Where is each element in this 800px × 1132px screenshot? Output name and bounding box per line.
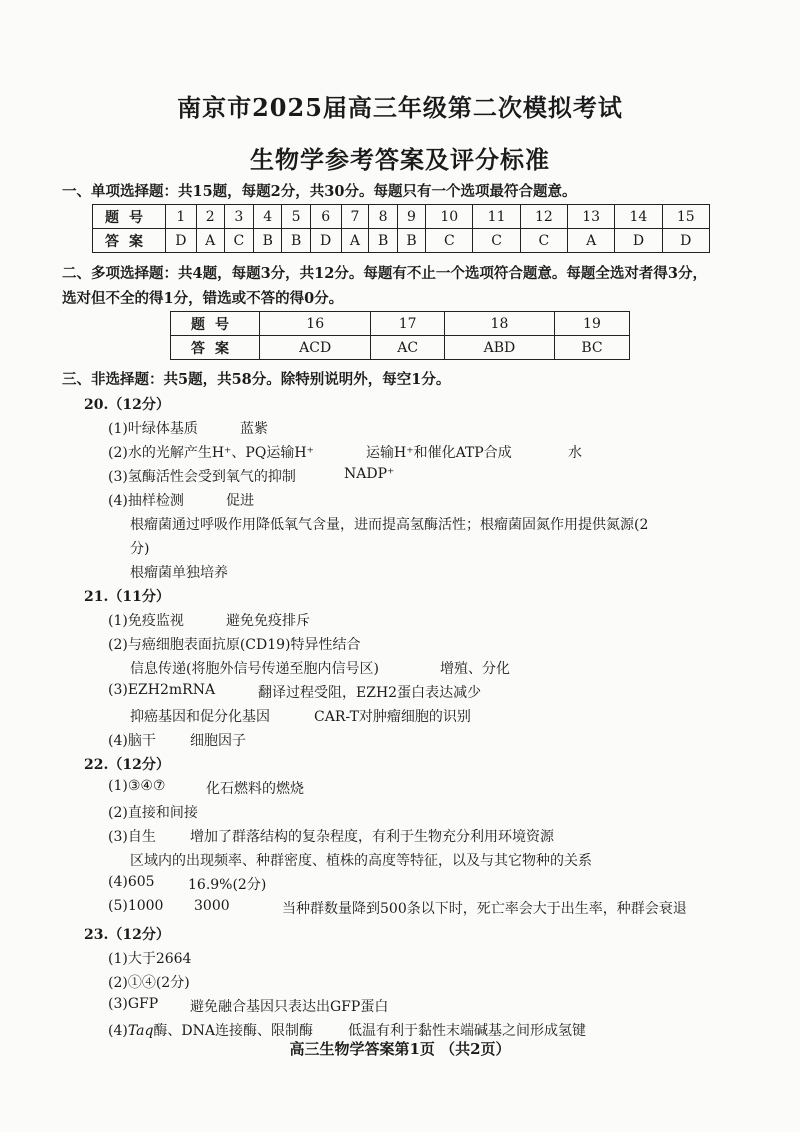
q20-answer-7: 根瘤菌单独培养 — [130, 565, 228, 581]
question-number-cell: 12 — [520, 205, 567, 229]
question-number-cell: 16 — [260, 312, 371, 336]
q22-answer-1a: (1)③④⑦ — [108, 778, 166, 794]
q21-answer-4a: (3)EZH2mRNA — [108, 682, 216, 698]
q20-answer-1a: (1)叶绿体基质 — [108, 421, 198, 437]
question-number-cell: 5 — [282, 205, 310, 229]
question-number-cell: 18 — [444, 312, 554, 336]
answer-cell: C — [520, 229, 567, 253]
q22-answer-6b: 3000 — [194, 898, 230, 914]
q23-answer-4b: 低温有利于黏性末端碱基之间形成氢键 — [348, 1023, 586, 1039]
answer-cell: B — [282, 229, 310, 253]
q20-answer-3b: NADP⁺ — [344, 466, 395, 482]
question-number-cell: 17 — [371, 312, 445, 336]
q23-answer-4a-rest: 酶、DNA连接酶、限制酶 — [153, 1023, 313, 1039]
q23-answer-4a-prefix: (4) — [108, 1023, 128, 1039]
q22-answer-3a: (3)自生 — [108, 829, 156, 845]
answer-cell: B — [369, 229, 397, 253]
q23-answer-1: (1)大于2664 — [108, 951, 192, 967]
q20-answer-4a: (4)抽样检测 — [108, 493, 184, 509]
section2-heading-line2: 选对但不全的得1分，错选或不答的得0分。 — [62, 290, 344, 307]
section1-heading: 一、单项选择题：共15题，每题2分，共30分。每题只有一个选项最符合题意。 — [62, 183, 577, 200]
row-label-question: 题号 — [171, 312, 260, 336]
answer-cell: ACD — [260, 336, 371, 360]
q20-answer-2a: (2)水的光解产生H⁺、PQ运输H⁺ — [108, 445, 314, 461]
q21-answer-5b: CAR-T对肿瘤细胞的识别 — [314, 709, 471, 725]
question-number-cell: 1 — [166, 205, 197, 229]
row-label-question: 题号 — [93, 205, 166, 229]
q23-answer-3a: (3)GFP — [108, 996, 159, 1012]
answer-cell: D — [310, 229, 341, 253]
q21-header: 21.（11分） — [84, 589, 170, 605]
answer-cell: D — [615, 229, 662, 253]
question-number-cell: 13 — [568, 205, 615, 229]
question-number-cell: 15 — [662, 205, 709, 229]
q20-answer-2c: 水 — [568, 445, 582, 461]
q21-answer-6a: (4)脑干 — [108, 733, 156, 749]
q22-answer-1b: 化石燃料的燃烧 — [206, 781, 304, 797]
answer-cell: C — [224, 229, 253, 253]
answer-cell: B — [397, 229, 425, 253]
answer-cell: A — [196, 229, 224, 253]
exam-title: 南京市2025届高三年级第二次模拟考试 — [177, 93, 623, 122]
question-number-cell: 10 — [426, 205, 473, 229]
q20-answer-4b: 促进 — [226, 493, 254, 509]
question-number-cell: 11 — [473, 205, 520, 229]
answer-cell: B — [254, 229, 282, 253]
q20-answer-2b: 运输H⁺和催化ATP合成 — [366, 445, 512, 461]
answer-cell: BC — [554, 336, 629, 360]
q21-answer-1b: 避免免疫排斥 — [226, 613, 310, 629]
q22-answer-4: 区域内的出现频率、种群密度、植株的高度等特征，以及与其它物种的关系 — [130, 853, 592, 869]
answer-cell: A — [341, 229, 369, 253]
q21-answer-2: (2)与癌细胞表面抗原(CD19)特异性结合 — [108, 637, 361, 653]
q20-answer-6: 分) — [130, 541, 150, 557]
question-number-cell: 4 — [254, 205, 282, 229]
q20-answer-5: 根瘤菌通过呼吸作用降低氧气含量，进而提高氢酶活性；根瘤菌固氮作用提供氮源(2 — [130, 517, 649, 533]
answer-cell: C — [473, 229, 520, 253]
row-label-answer: 答案 — [171, 336, 260, 360]
exam-subtitle: 生物学参考答案及评分标准 — [250, 145, 550, 174]
q20-answer-3a: (3)氢酶活性会受到氧气的抑制 — [108, 469, 296, 485]
q23-answer-2: (2)①④(2分) — [108, 975, 190, 991]
q23-header: 23.（12分） — [84, 927, 170, 943]
q20-answer-1b: 蓝紫 — [240, 421, 268, 437]
q21-answer-6b: 细胞因子 — [190, 733, 246, 749]
row-label-answer: 答案 — [93, 229, 166, 253]
section2-heading-line1: 二、多项选择题：共4题，每题3分，共12分。每题有不止一个选项符合题意。每题全选对者得3分， — [62, 265, 707, 282]
answer-cell: A — [568, 229, 615, 253]
q23-answer-4a — [108, 1020, 313, 1040]
q22-answer-3b: 增加了群落结构的复杂程度，有利于生物充分利用环境资源 — [190, 829, 554, 845]
page-footer: 高三生物学答案第1页 （共2页） — [289, 1040, 511, 1058]
question-number-cell: 2 — [196, 205, 224, 229]
q23-answer-3b: 避免融合基因只表达出GFP蛋白 — [190, 999, 389, 1015]
question-number-cell: 3 — [224, 205, 253, 229]
q22-answer-2: (2)直接和间接 — [108, 805, 198, 821]
q22-answer-6c: 当种群数量降到500条以下时，死亡率会大于出生率，种群会衰退 — [282, 901, 687, 917]
answer-cell: ABD — [444, 336, 554, 360]
section3-heading: 三、非选择题：共5题，共58分。除特别说明外，每空1分。 — [62, 371, 451, 388]
question-number-cell: 6 — [310, 205, 341, 229]
answer-cell: AC — [371, 336, 445, 360]
q21-answer-3a: 信息传递(将胞外信号传递至胞内信号区) — [130, 661, 379, 677]
answer-cell: D — [166, 229, 197, 253]
q22-answer-5b: 16.9%(2分) — [188, 877, 267, 893]
answer-cell: D — [662, 229, 709, 253]
question-number-cell: 9 — [397, 205, 425, 229]
q21-answer-4b: 翻译过程受阻，EZH2蛋白表达减少 — [258, 685, 482, 701]
q20-header: 20.（12分） — [84, 397, 170, 413]
question-number-cell: 14 — [615, 205, 662, 229]
q21-answer-1a: (1)免疫监视 — [108, 613, 184, 629]
multi-choice-answer-table — [170, 311, 630, 360]
question-number-cell: 19 — [554, 312, 629, 336]
q22-header: 22.（12分） — [84, 757, 170, 773]
question-number-cell: 8 — [369, 205, 397, 229]
q23-answer-4a-italic: Taq — [127, 1023, 154, 1039]
single-choice-answer-table — [92, 204, 710, 253]
q22-answer-5a: (4)605 — [108, 874, 155, 890]
q21-answer-5a: 抑癌基因和促分化基因 — [130, 709, 270, 725]
q22-answer-6a: (5)1000 — [108, 898, 164, 914]
q21-answer-3b: 增殖、分化 — [440, 661, 510, 677]
question-number-cell: 7 — [341, 205, 369, 229]
answer-cell: C — [426, 229, 473, 253]
